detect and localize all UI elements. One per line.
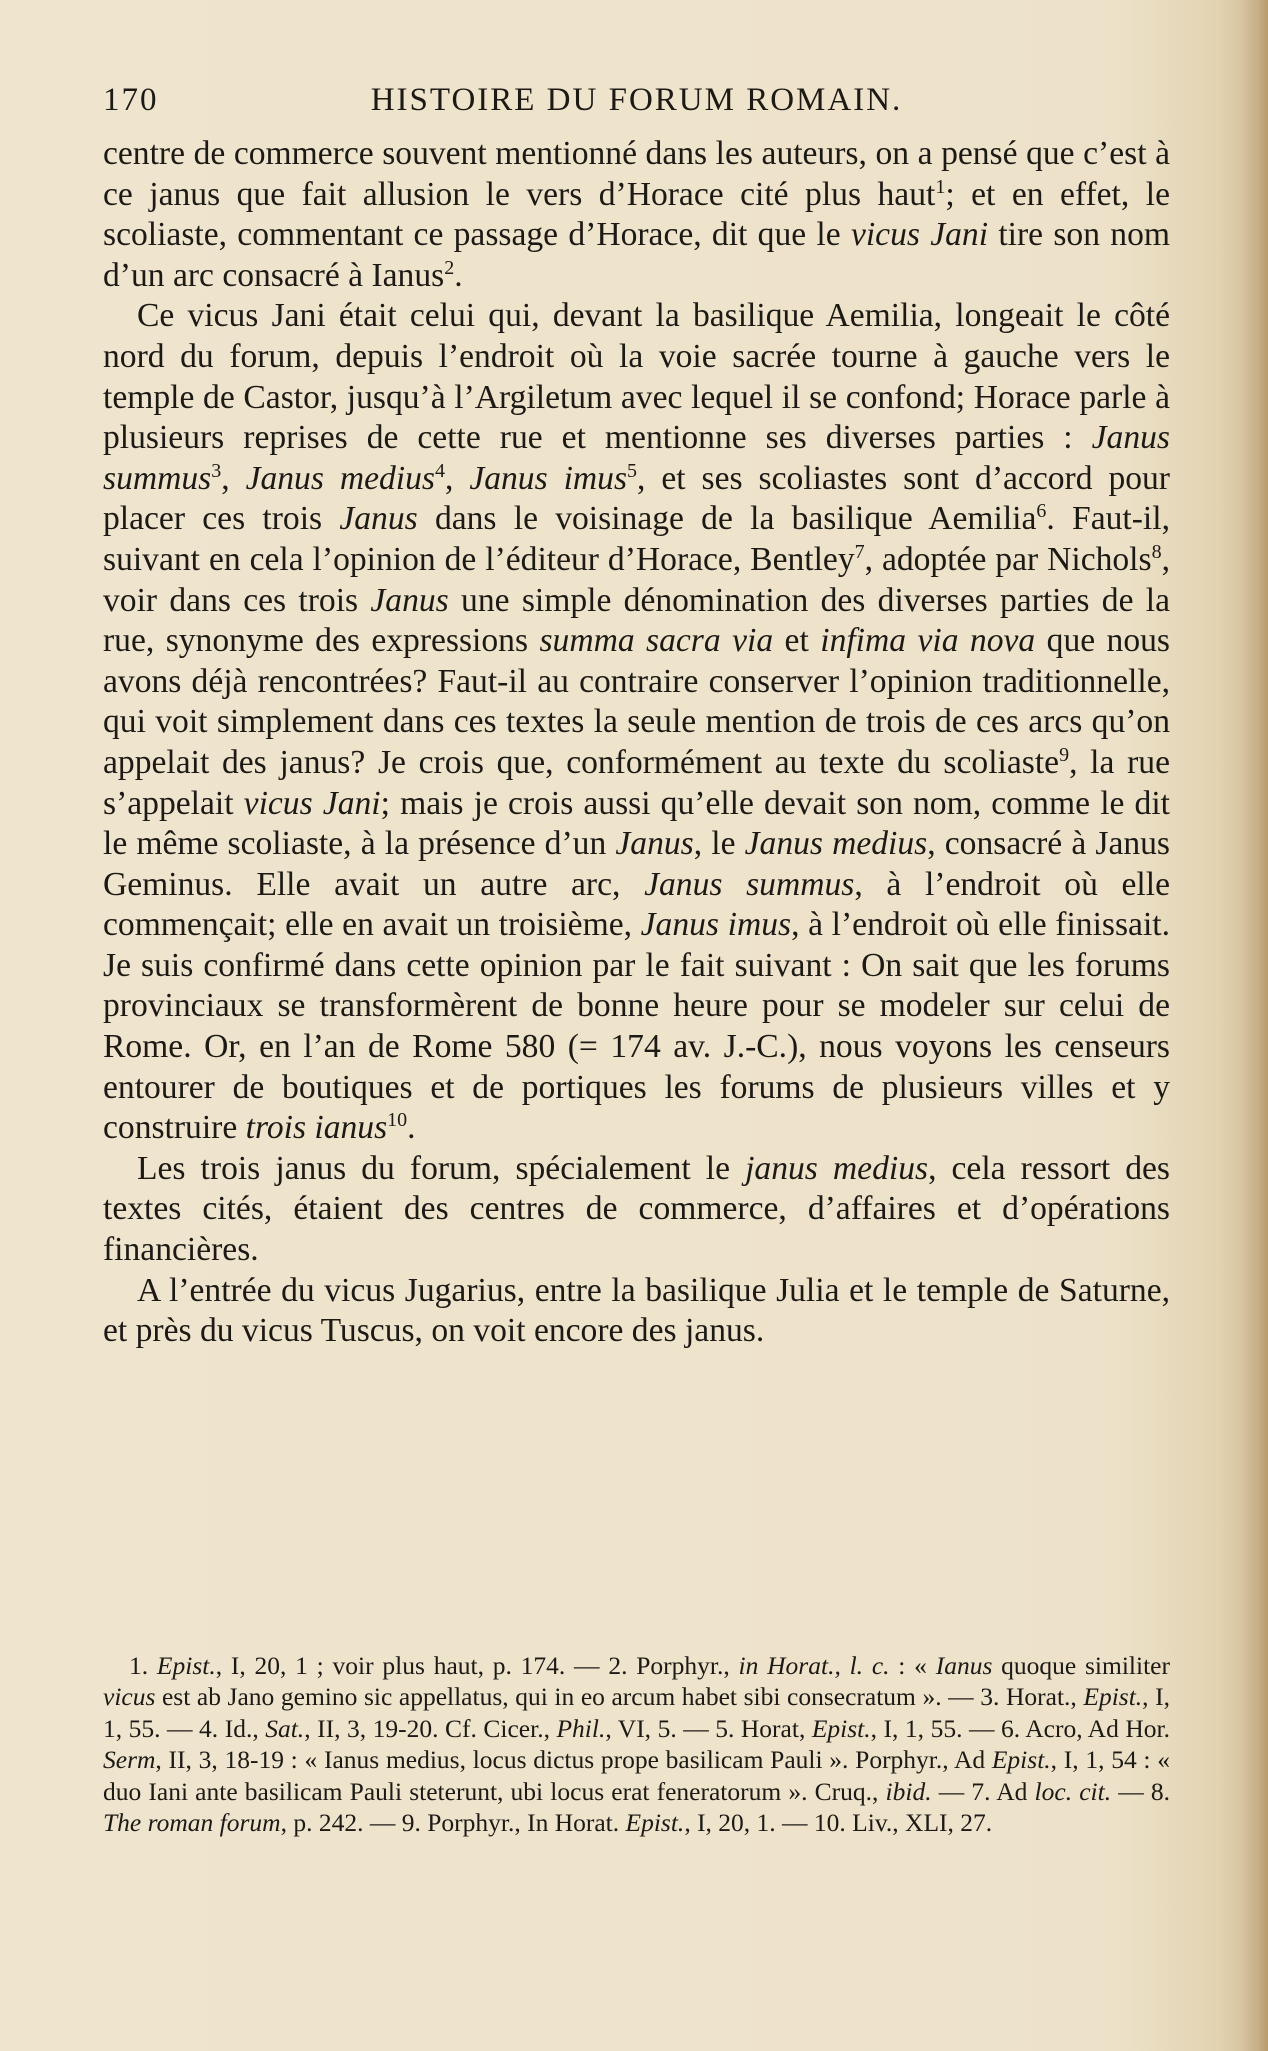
footnotes-text: 1. Epist., I, 20, 1 ; voir plus haut, p. 174. — 2. Porphyr., in Horat., l. c. : « Ianus quoque similiter vicus est ab Jano gemino sic appellatus, qui in eo arcum habet sibi consecratum ». — 3. Horat., Epist., I, 1, 55. — 4. Id., Sat., II, 3, 19-20. Cf. Cicer., Phil., VI, 5. — 5. Horat, Epist., I, 1, 55. — 6. Acro, Ad Hor. Serm, II, 3, 18-19 : « Ianus medius, locus dictus prope basilicam Pauli ». Porphyr., Ad Epist., I, 1, 54 : « duo Iani ante basilicam Pauli steterunt, ubi locus erat feneratorum ». Cruq., ibid. — 7. Ad loc. cit. — 8. The roman forum, p. 242. — 9. Porphyr., In Horat. Epist., I, 20, 1. — 10. Liv., XLI, 27. [103, 1651, 1171, 1838]
footnote-ref: 4 [434, 459, 445, 482]
footnote-ref: 7 [854, 540, 865, 563]
paragraph-2: Ce vicus Jani était celui qui, devant la basilique Aemilia, longeait le côté nord du forum, depuis l’endroit où la voie sacrée tourne à gauche vers le temple de Castor, jusqu’à l’Argiletum avec lequel il se confond; Horace parle à plusieurs reprises de cette rue et mentionne ses diverses parties : Janus summus$^3$, Janus medius$^4$, Janus imus$^5$, et ses scoliastes sont d’accord pour placer ces trois Janus dans le voisinage de la basilique Aemilia$^6$. Faut-il, suivant en cela l’opinion de l’éditeur d’Horace, Bentley$^7$, adoptée par Nichols$^8$, voir dans ces trois Janus une simple dénomination des diverses parties de la rue, synonyme des expressions summa sacra via et infima via nova que nous avons déjà rencontrées? Faut-il au contraire conserver l’opinion traditionnelle, qui voit simplement dans ces textes la seule mention de trois de ces arcs qu’on appelait des janus? Je crois que, conformément au texte du scoliaste$^9$, la rue s’appelait vicus Jani; mais je crois aussi qu’elle devait son nom, comme le dit le même scoliaste, à la présence d’un Janus, le Janus medius, consacré à Janus Geminus. Elle avait un autre arc, Janus summus, à l’endroit où elle commençait; elle en avait un troisième, Janus imus, à l’endroit où elle finissait. Je suis confirmé dans cette opinion par le fait suivant : On sait que les forums provinciaux se transformèrent de bonne heure pour se modeler sur celui de Rome. Or, en l’an de Rome 580 (= 174 av. J.-C.), nous voyons les censeurs entourer de boutiques et de portiques les forums de plusieurs villes et y construire trois ianus$^{10}$. [103, 297, 1171, 1147]
body-text [103, 134, 1170, 1352]
page-header [103, 82, 1170, 132]
paragraph-1: centre de commerce souvent mentionné dans les auteurs, on a pensé que c’est à ce janus que fait allusion le vers d’Horace cité plus haut$^1$; et en effet, le scoliaste, commentant ce passage d’Horace, dit que le vicus Jani tire son nom d’un arc consacré à Ianus$^2$. [103, 135, 1170, 294]
footnote-ref: 5 [627, 459, 638, 482]
footnote-ref: 1 [935, 175, 946, 198]
running-title: HISTOIRE DU FORUM ROMAIN. [370, 82, 903, 118]
footnote-ref: 6 [1036, 500, 1047, 523]
footnote-ref: 10 [387, 1109, 408, 1132]
footnote-ref: 3 [211, 459, 222, 482]
footnote-ref: 8 [1151, 540, 1162, 563]
footnote-ref: 9 [1059, 743, 1070, 766]
page-number: 170 [103, 82, 159, 118]
paragraph-3: Les trois janus du forum, spécialement le janus medius, cela ressort des textes cités, étaient des centres de commerce, d’affaires et d’opérations financières. [103, 1149, 1170, 1269]
paragraph-4: A l’entrée du vicus Jugarius, entre la basilique Julia et le temple de Saturne, et près du vicus Tuscus, on voit encore des janus. [103, 1271, 1170, 1350]
footnotes [103, 1650, 1170, 1838]
footnote-ref: 2 [444, 256, 455, 279]
page-edge-shadow [1242, 0, 1268, 2051]
